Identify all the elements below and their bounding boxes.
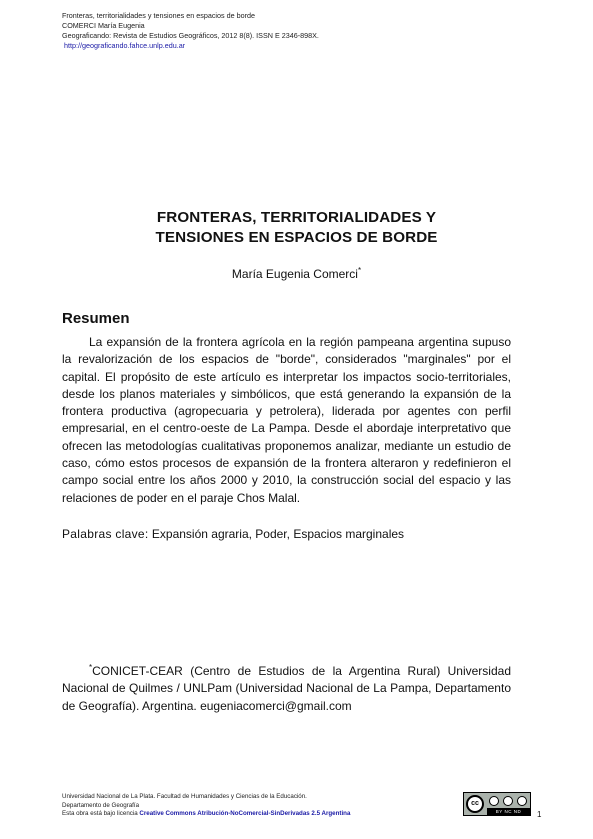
page-footer (62, 793, 350, 819)
article-title-line-2: TENSIONES EN ESPACIOS DE BORDE (155, 229, 438, 246)
license-badge-text: BY NC ND (487, 808, 530, 816)
no-derivatives-icon (517, 796, 527, 806)
running-header (62, 11, 319, 51)
author-name: María Eugenia Comerci (231, 267, 358, 281)
page-number: 1 (537, 810, 542, 819)
header-author: COMERCI María Eugenia (62, 21, 145, 30)
cc-logo-icon: cc (466, 795, 484, 813)
keywords-text: Expansión agraria, Poder, Espacios marginales (151, 527, 405, 541)
keywords-label: Palabras clave: (62, 527, 149, 541)
author-footnote-mark[interactable]: * (357, 266, 362, 275)
keywords-line (62, 527, 404, 541)
person-icon (489, 796, 499, 806)
footer-university: Universidad Nacional de La Plata. Facultad de Humanidades y Ciencias de la Educación. (62, 793, 307, 800)
footnote-mark: * (89, 663, 93, 672)
license-icons (487, 795, 529, 807)
abstract-heading: Resumen (62, 310, 130, 327)
footer-license-prefix: Esta obra está bajo licencia (62, 810, 138, 817)
author-footnote (62, 659, 511, 715)
footer-department: Departamento de Geografía (62, 801, 140, 809)
author-line (0, 266, 593, 281)
article-title-line-1: FRONTERAS, TERRITORIALIDADES Y (156, 209, 437, 226)
header-journal-link[interactable]: http://geograficando.fahce.unlp.edu.ar (64, 41, 186, 50)
header-journal: Geograficando: Revista de Estudios Geográficos, 2012 8(8). ISSN E 2346-898X. (62, 31, 319, 40)
footnote-text: CONICET-CEAR (Centro de Estudios de la Argentina Rural) Universidad Nacional de Quilmes / UNLPam (Universidad Nacional de La Pampa, Departamento de Geografía). Argentina. eugeniacomerci@gmail.com (62, 664, 511, 713)
article-title (0, 208, 593, 248)
header-article-title: Fronteras, territorialidades y tensiones en espacios de borde (62, 11, 255, 20)
no-commercial-icon (503, 796, 513, 806)
creative-commons-badge[interactable] (463, 792, 531, 816)
license-link[interactable]: Creative Commons Atribución-NoComercial-SinDerivadas 2.5 Argentina (139, 810, 351, 817)
abstract-text: La expansión de la frontera agrícola en la región pampeana argentina supuso la revalorización de los espacios de "borde", considerados "marginales" por el capital. El propósito de este artículo es interpretar los impactos socio-territoriales, desde los planos materiales y simbólicos, que está generando la expansión de la frontera productiva (agropecuaria y petrolera), liderada por agentes con perfil empresarial, en el centro-oeste de La Pampa. Desde el abordaje interpretativo que ofrecen las metodologías cualitativas proponemos analizar, mediante un estudio de caso, cómo estos procesos de expansión de la frontera alteraron y redefinieron el campo social entre los años 2000 y 2010, la construcción social del espacio y las relaciones de poder en el paraje Chos Malal. (62, 335, 511, 505)
footer-license-line (62, 810, 350, 819)
